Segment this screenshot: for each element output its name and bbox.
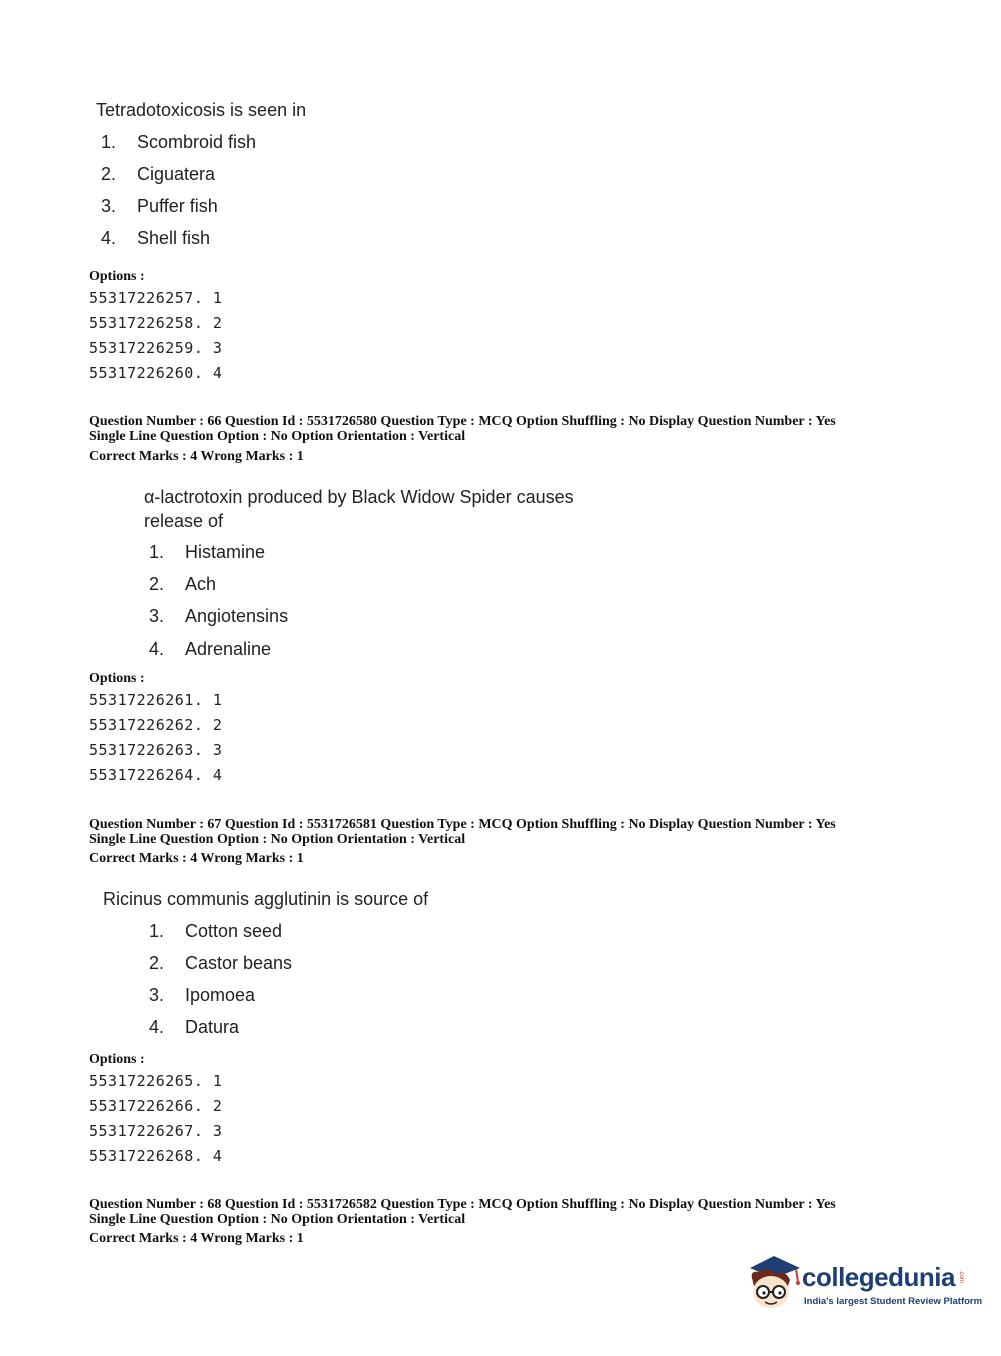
choice-text: Ipomoea — [185, 985, 256, 1005]
choice-text: Ciguatera — [137, 164, 216, 184]
q66-choice-2 — [149, 574, 216, 595]
q66-choice-4 — [149, 639, 271, 660]
q67-choice-2 — [149, 953, 292, 974]
choice-text: Ach — [185, 574, 217, 594]
choice-text: Histamine — [185, 542, 266, 562]
choice-text: Cotton seed — [185, 921, 283, 941]
q65-option-1: 55317226257. 1 — [89, 289, 223, 307]
q65-option-3: 55317226259. 3 — [89, 339, 223, 357]
q66-meta-line1: Question Number : 66 Question Id : 5531726580 Question Type : MCQ Option Shuffling : No Display Question Number : Yes — [89, 414, 836, 429]
q67-marks: Correct Marks : 4 Wrong Marks : 1 — [89, 851, 304, 866]
q65-choice-3 — [101, 196, 218, 217]
choice-number: 1. — [149, 921, 165, 941]
q65-choice-2 — [101, 164, 215, 185]
choice-number: 4. — [101, 228, 117, 248]
q65-question: Tetradotoxicosis is seen in — [96, 100, 307, 120]
q66-question-line1: α-lactrotoxin produced by Black Widow Spider causes — [144, 487, 574, 507]
q66-meta-line2: Single Line Question Option : No Option Orientation : Vertical — [89, 429, 466, 444]
q66-option-4: 55317226264. 4 — [89, 766, 223, 784]
q66-marks: Correct Marks : 4 Wrong Marks : 1 — [89, 449, 304, 464]
choice-number: 3. — [149, 606, 165, 626]
choice-number: 2. — [101, 164, 117, 184]
q65-option-4: 55317226260. 4 — [89, 364, 223, 382]
choice-text: Castor beans — [185, 953, 293, 973]
q68-marks: Correct Marks : 4 Wrong Marks : 1 — [89, 1231, 304, 1246]
q67-choice-3 — [149, 985, 255, 1006]
q67-option-3: 55317226267. 3 — [89, 1122, 223, 1140]
collegedunia-logo[interactable] — [744, 1252, 983, 1316]
q67-choice-1 — [149, 921, 282, 942]
choice-number: 1. — [149, 542, 165, 562]
logo-tagline: India's largest Student Review Platform — [804, 1296, 983, 1307]
choice-text: Datura — [185, 1017, 240, 1037]
q67-meta-line1: Question Number : 67 Question Id : 5531726581 Question Type : MCQ Option Shuffling : No Display Question Number : Yes — [89, 817, 836, 832]
q67-option-2: 55317226266. 2 — [89, 1097, 223, 1115]
q66-options-label: Options : — [89, 671, 145, 686]
choice-text: Shell fish — [137, 228, 211, 248]
choice-number: 4. — [149, 639, 165, 659]
q66-question-line2: release of — [144, 511, 224, 531]
q66-choice-1 — [149, 542, 265, 563]
choice-number: 3. — [149, 985, 165, 1005]
choice-number: 3. — [101, 196, 117, 216]
q65-choice-4 — [101, 228, 210, 249]
q65-options-label: Options : — [89, 269, 145, 284]
q67-options-label: Options : — [89, 1052, 145, 1067]
q65-option-2: 55317226258. 2 — [89, 314, 223, 332]
logo-domain: .com — [958, 1270, 964, 1284]
choice-number: 4. — [149, 1017, 165, 1037]
q67-option-1: 55317226265. 1 — [89, 1072, 223, 1090]
choice-number: 1. — [101, 132, 117, 152]
q67-option-4: 55317226268. 4 — [89, 1147, 223, 1165]
q66-choice-3 — [149, 606, 288, 627]
choice-text: Adrenaline — [185, 639, 272, 659]
q68-meta-line2: Single Line Question Option : No Option Orientation : Vertical — [89, 1212, 466, 1227]
q66-option-3: 55317226263. 3 — [89, 741, 223, 759]
choice-text: Puffer fish — [137, 196, 218, 216]
q66-option-1: 55317226261. 1 — [89, 691, 223, 709]
choice-text: Scombroid fish — [137, 132, 257, 152]
choice-text: Angiotensins — [185, 606, 289, 626]
choice-number: 2. — [149, 574, 165, 594]
choice-number: 2. — [149, 953, 165, 973]
q68-meta-line1: Question Number : 68 Question Id : 5531726582 Question Type : MCQ Option Shuffling : No Display Question Number : Yes — [89, 1197, 836, 1212]
q67-choice-4 — [149, 1017, 239, 1038]
q65-choice-1 — [101, 132, 256, 153]
logo-wordmark: collegedunia — [802, 1262, 955, 1292]
q67-meta-line2: Single Line Question Option : No Option Orientation : Vertical — [89, 832, 466, 847]
student-mascot-icon — [744, 1252, 802, 1316]
q67-question: Ricinus communis agglutinin is source of — [103, 889, 429, 909]
q66-option-2: 55317226262. 2 — [89, 716, 223, 734]
